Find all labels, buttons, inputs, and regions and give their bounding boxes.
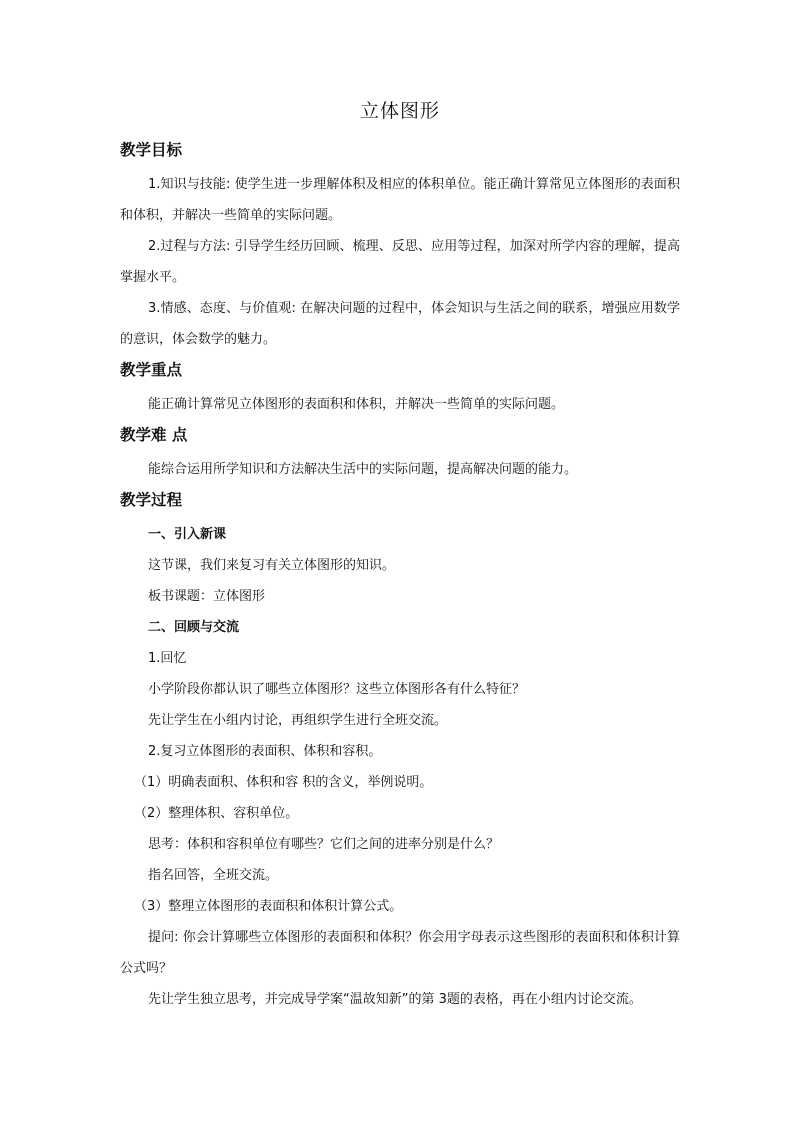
key-point-text: 能正确计算常见立体图形的表面积和体积，并解决一些简单的实际问题。: [148, 397, 565, 412]
review-answer: 指名回答，全班交流。: [148, 868, 279, 883]
review-item-2: （2）整理体积、容积单位。: [134, 806, 299, 821]
review-item-3: （3）整理立体图形的表面积和体积计算公式。: [134, 899, 403, 914]
intro-text: 这节课，我们来复习有关立体图形的知识。: [148, 558, 396, 573]
board-title-text: 板书课题：立体图形: [148, 589, 266, 604]
document-title: 立体图形: [359, 100, 440, 122]
review-independent: 先让学生独立思考，并完成导学案“温故知新”的第 3题的表格，再在小组内讨论交流。: [148, 992, 642, 1007]
subheading-intro: 一、引入新课: [148, 527, 227, 542]
review-think: 思考：体积和容积单位有哪些？它们之间的进率分别是什么？: [148, 837, 500, 852]
document-content: [120, 96, 680, 1015]
difficulty-text: 能综合运用所学知识和方法解决生活中的实际问题，提高解决问题的能力。: [148, 462, 578, 477]
review-discussion: 先让学生在小组内讨论，再组织学生进行全班交流。: [148, 713, 448, 728]
goal-process-method: 2.过程与方法: 引导学生经历回顾、梳理、反思、应用等过程，加深对所学内容的理解，提高掌握水平。: [120, 239, 680, 285]
heading-difficulties: 教学难 点: [120, 426, 188, 444]
subheading-review: 二、回顾与交流: [148, 620, 240, 635]
goal-knowledge-skills: 1.知识与技能: 使学生进一步理解体积及相应的体积单位。能正确计算常见立体图形的表面积和体积，并解决一些简单的实际问题。: [120, 177, 680, 223]
review-step-1: 1.回忆: [148, 651, 187, 666]
review-prompt: 提问: 你会计算哪些立体图形的表面积和体积？你会用字母表示这些图形的表面积和体积计算公式吗？: [120, 930, 680, 976]
goal-emotion-values: 3.情感、态度、与价值观: 在解决问题的过程中，体会知识与生活之间的联系，增强应用数学的意识，体会数学的魅力。: [120, 301, 680, 347]
heading-teaching-goals: 教学目标: [120, 141, 183, 159]
heading-teaching-process: 教学过程: [120, 491, 183, 509]
review-step-2: 2.复习立体图形的表面积、体积和容积。: [148, 744, 382, 759]
review-question: 小学阶段你都认识了哪些立体图形？这些立体图形各有什么特征？: [148, 682, 526, 697]
heading-key-points: 教学重点: [120, 361, 183, 379]
review-item-1: （1）明确表面积、体积和容 积的含义，举例说明。: [134, 775, 433, 790]
